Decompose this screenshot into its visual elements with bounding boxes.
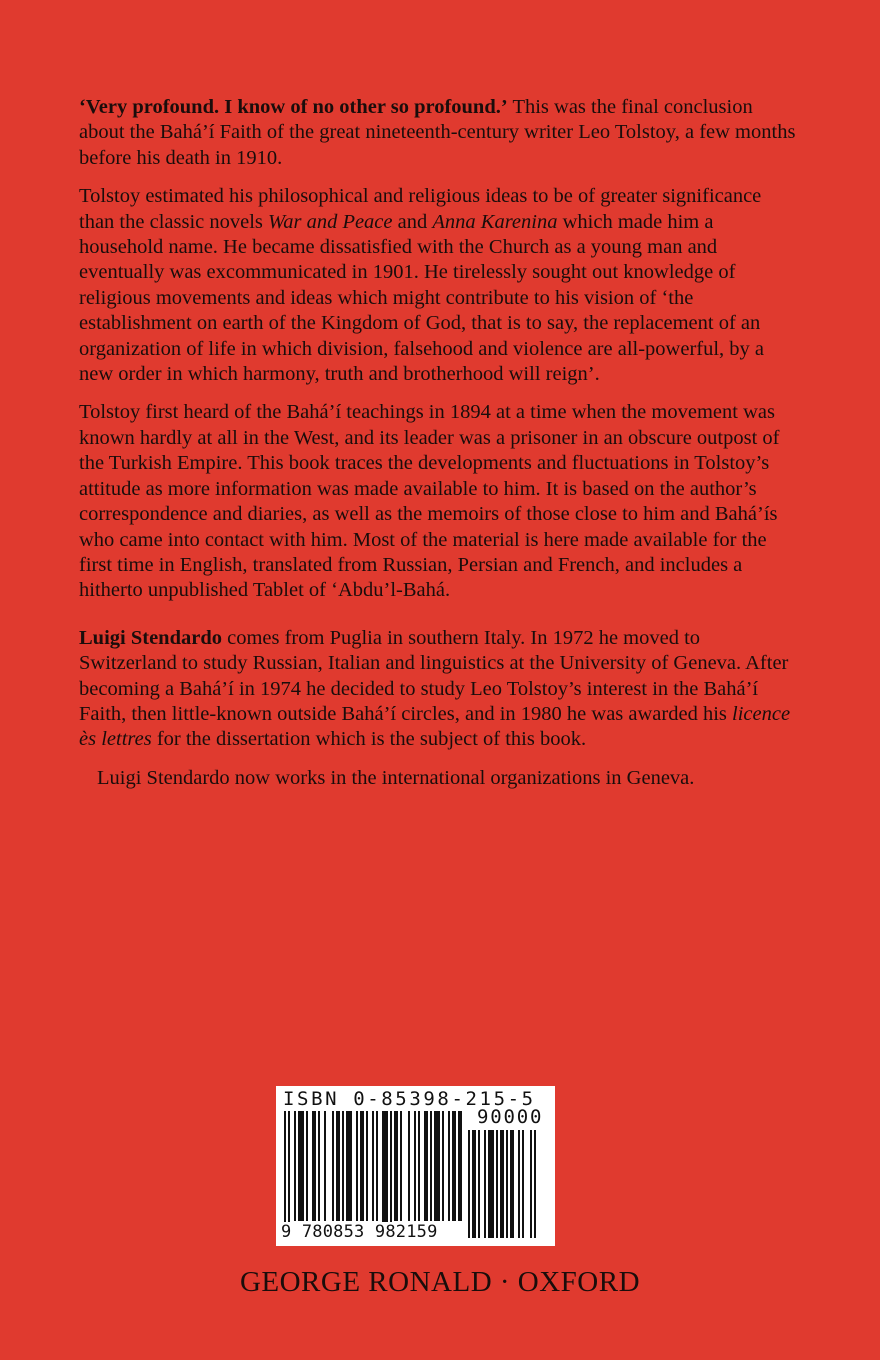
barcode-bar: [414, 1111, 416, 1221]
barcode-bar: [408, 1111, 410, 1221]
barcode-bar: [484, 1130, 486, 1238]
barcode-bar: [312, 1111, 316, 1221]
text-span: which made him a household name. He became dissatisfied with the Church as a young man and eventually was excommunicated in 1901. He tirelessly sought out knowledge of religious movements and ideas which might contribute to his vision of ‘the establishment on earth of the Kingdom of God, that is to say, the replacement of an organization of life in which division, falsehood and violence are all-powerful, by a new order in which harmony, truth and brotherhood will reign’.: [79, 210, 765, 386]
text-span: and: [392, 210, 433, 233]
barcode-bar: [356, 1111, 358, 1221]
barcode-bar: [430, 1111, 432, 1221]
isbn-label: ISBN 0-85398-215-5: [283, 1088, 536, 1110]
barcode-bar: [452, 1111, 456, 1221]
addon-barcode-bars: [468, 1130, 540, 1238]
barcode-bar: [530, 1130, 532, 1238]
barcode-bar: [342, 1111, 344, 1221]
barcode-bar: [346, 1111, 352, 1221]
barcode-bar: [318, 1111, 320, 1221]
barcode-bar: [298, 1111, 304, 1221]
barcode-bar: [366, 1111, 368, 1221]
barcode-bar: [294, 1111, 296, 1221]
barcode-bar: [478, 1130, 480, 1238]
barcode-bar: [324, 1111, 326, 1221]
barcode-bar: [360, 1111, 364, 1221]
barcode-bar: [434, 1111, 440, 1221]
barcode-bar: [332, 1111, 334, 1221]
barcode-bar: [424, 1111, 428, 1221]
back-cover-text: [79, 95, 799, 791]
barcode-bar: [376, 1111, 378, 1221]
degree-title: licence ès lettres: [79, 702, 791, 751]
barcode-bar: [522, 1130, 524, 1238]
barcode-bar: [448, 1111, 450, 1221]
quote-paragraph: [79, 95, 799, 171]
isbn-barcode: [276, 1086, 555, 1246]
publisher-imprint: GEORGE RONALD · OXFORD: [239, 1266, 641, 1298]
barcode-bar: [472, 1130, 476, 1238]
barcode-bar: [496, 1130, 498, 1238]
barcode-bar: [372, 1111, 374, 1221]
author-bio-second: Luigi Stendardo now works in the international organizations in Geneva.: [97, 766, 695, 789]
ean-digits: 9 780853 982159: [281, 1222, 438, 1242]
price-code-label: 90000: [477, 1106, 544, 1128]
barcode-bar: [468, 1130, 470, 1238]
novel-title: War and Peace: [268, 210, 393, 233]
barcode-bar: [442, 1111, 444, 1221]
barcode-bar: [418, 1111, 420, 1221]
barcode-bar: [400, 1111, 402, 1221]
barcode-bar: [500, 1130, 504, 1238]
barcode-bar: [288, 1111, 290, 1237]
text-span: comes from Puglia in southern Italy. In 1972 he moved to Switzerland to study Russian, Italian and linguistics at the University of Geneva. After becoming a Bahá’í in 1974 he decided to study Leo Tolstoy’s interest in the Bahá’í Faith, then little-known outside Bahá’í circles, and in 1980 he was awarded his: [79, 626, 789, 725]
barcode-bar: [284, 1111, 286, 1237]
tolstoy-quote: ‘Very profound. I know of no other so profound.’: [79, 96, 508, 118]
barcode-bar: [510, 1130, 514, 1238]
tolstoy-ideas-paragraph: [79, 184, 799, 387]
barcode-bar: [458, 1111, 462, 1221]
quote-context: This was the final conclusion about the Bahá’í Faith of the great nineteenth-century writer Leo Tolstoy, a few months before his death in 1910.: [79, 96, 796, 169]
barcode-bar: [518, 1130, 520, 1238]
barcode-bar: [394, 1111, 398, 1221]
barcode-bar: [390, 1111, 392, 1237]
novel-title: Anna Karenina: [432, 210, 558, 233]
ean-barcode-bars: [284, 1111, 462, 1237]
barcode-bar: [534, 1130, 536, 1238]
barcode-bar: [336, 1111, 340, 1221]
text-span: for the dissertation which is the subject of this book.: [151, 728, 587, 751]
barcode-bar: [506, 1130, 508, 1238]
author-bio-paragraph: [79, 626, 799, 753]
barcode-bar: [306, 1111, 308, 1221]
book-summary-paragraph: Tolstoy first heard of the Bahá’í teachings in 1894 at a time when the movement was known hardly at all in the West, and its leader was a prisoner in an obscure outpost of the Turkish Empire. This book traces the developments and fluctuations in Tolstoy’s attitude as more information was made available to him. It is based on the author’s correspondence and diaries, as well as the memoirs of those close to him and Bahá’ís who came into contact with him. Most of the material is here made available for the first time in English, translated from Russian, Persian and French, and includes a hitherto unpublished Tablet of ‘Abdu’l-Bahá.: [79, 401, 780, 602]
author-name: Luigi Stendardo: [79, 626, 222, 649]
text-span: Tolstoy estimated his philosophical and religious ideas to be of greater significance than the classic novels: [79, 185, 762, 233]
barcode-bar: [488, 1130, 494, 1238]
barcode-bar: [382, 1111, 388, 1237]
